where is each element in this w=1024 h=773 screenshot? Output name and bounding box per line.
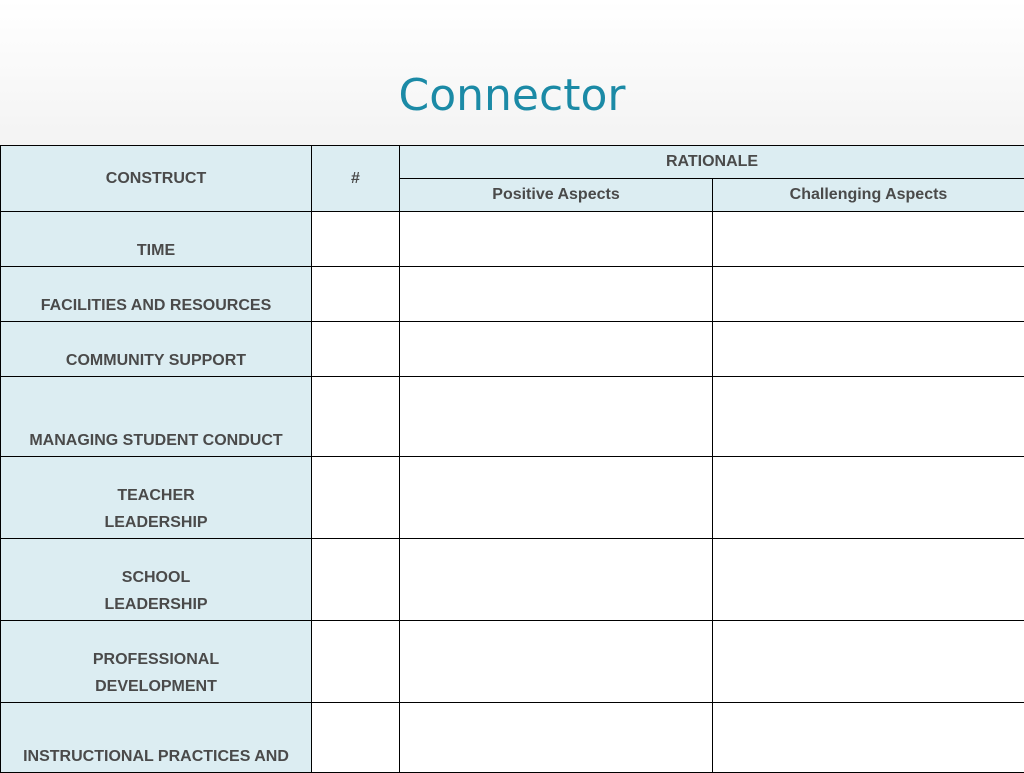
positive-aspects-cell[interactable] (400, 267, 713, 322)
construct-header: CONSTRUCT (1, 146, 312, 212)
positive-aspects-cell[interactable] (400, 322, 713, 377)
slide-title: Connector (0, 70, 1024, 123)
positive-aspects-header: Positive Aspects (400, 179, 713, 212)
construct-label: INSTRUCTIONAL PRACTICES AND (1, 743, 311, 770)
table-row (1, 539, 1024, 621)
table-row (1, 621, 1024, 703)
table-row (1, 212, 1024, 267)
construct-label: FACILITIES AND RESOURCES (1, 292, 311, 319)
construct-label: DEVELOPMENT (1, 673, 311, 700)
construct-label: TEACHER (1, 482, 311, 509)
construct-label: MANAGING STUDENT CONDUCT (1, 427, 311, 454)
construct-cell (1, 539, 312, 621)
challenging-aspects-cell[interactable] (713, 703, 1024, 773)
number-cell[interactable] (312, 457, 400, 539)
construct-cell (1, 621, 312, 703)
construct-label: TIME (1, 237, 311, 264)
number-cell[interactable] (312, 377, 400, 457)
construct-label: PROFESSIONAL (1, 646, 311, 673)
challenging-aspects-cell[interactable] (713, 212, 1024, 267)
number-header: # (312, 146, 400, 212)
positive-aspects-cell[interactable] (400, 457, 713, 539)
number-cell[interactable] (312, 621, 400, 703)
construct-cell (1, 322, 312, 377)
number-cell[interactable] (312, 212, 400, 267)
construct-cell (1, 267, 312, 322)
number-cell[interactable] (312, 703, 400, 773)
number-cell[interactable] (312, 322, 400, 377)
positive-aspects-cell[interactable] (400, 377, 713, 457)
table-row (1, 377, 1024, 457)
challenging-aspects-header: Challenging Aspects (713, 179, 1024, 212)
positive-aspects-cell[interactable] (400, 212, 713, 267)
challenging-aspects-cell[interactable] (713, 457, 1024, 539)
table-row (1, 703, 1024, 773)
number-cell[interactable] (312, 539, 400, 621)
table-row (1, 322, 1024, 377)
rationale-header: RATIONALE (400, 146, 1024, 179)
challenging-aspects-cell[interactable] (713, 539, 1024, 621)
positive-aspects-cell[interactable] (400, 539, 713, 621)
table-row (1, 457, 1024, 539)
construct-cell (1, 212, 312, 267)
construct-cell (1, 703, 312, 773)
challenging-aspects-cell[interactable] (713, 322, 1024, 377)
construct-cell (1, 377, 312, 457)
challenging-aspects-cell[interactable] (713, 621, 1024, 703)
connector-table (0, 145, 1024, 773)
positive-aspects-cell[interactable] (400, 703, 713, 773)
challenging-aspects-cell[interactable] (713, 267, 1024, 322)
construct-label: LEADERSHIP (1, 509, 311, 536)
construct-label: SCHOOL (1, 564, 311, 591)
construct-label: LEADERSHIP (1, 591, 311, 618)
number-cell[interactable] (312, 267, 400, 322)
construct-label: COMMUNITY SUPPORT (1, 347, 311, 374)
table-row (1, 267, 1024, 322)
challenging-aspects-cell[interactable] (713, 377, 1024, 457)
positive-aspects-cell[interactable] (400, 621, 713, 703)
construct-cell (1, 457, 312, 539)
